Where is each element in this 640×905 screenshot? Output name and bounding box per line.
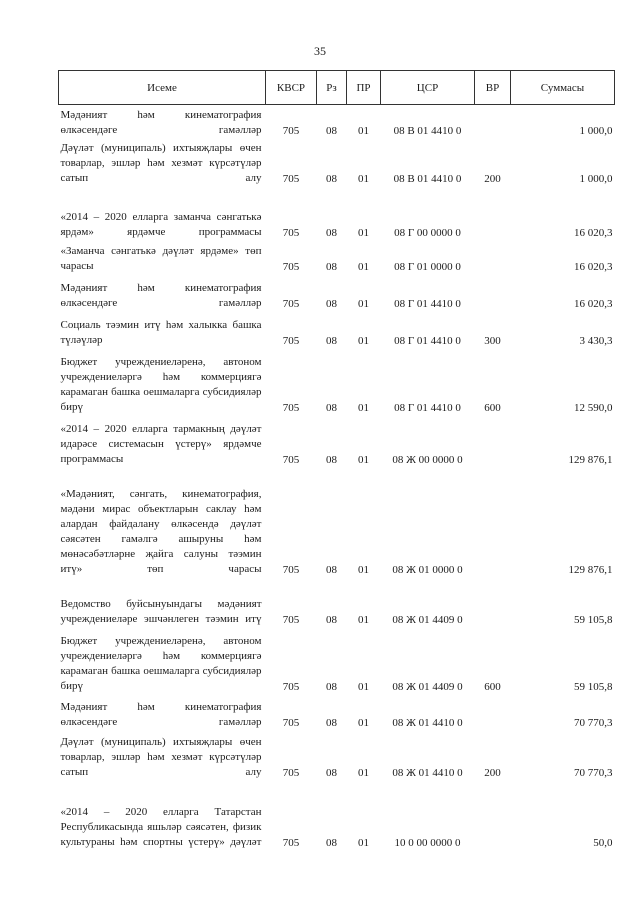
- row-sum: 16 020,3: [574, 226, 613, 239]
- row-pr: 01: [358, 260, 369, 273]
- row-vr: 600: [484, 401, 501, 414]
- table-row: [59, 467, 615, 577]
- row-vr: 300: [484, 334, 501, 347]
- row-csr: 08 В 01 4410 0: [393, 172, 462, 185]
- row-kvsr: 705: [282, 172, 300, 185]
- row-csr: 08 Ж 01 0000 0: [392, 563, 463, 576]
- row-sum: 70 770,3: [574, 716, 613, 729]
- row-name: Мәдәният һәм кинематография өлкәсендәге гамәлләр: [60, 281, 262, 309]
- row-name: Мәдәният һәм кинематография өлкәсендәге гамәлләр: [60, 108, 262, 136]
- row-vr: [475, 780, 511, 850]
- row-csr: 08 Г 01 4410 0: [394, 401, 461, 414]
- row-rz: 08: [326, 453, 337, 466]
- table-row: [59, 627, 615, 694]
- row-sum: 59 105,8: [574, 613, 613, 626]
- row-rz: 08: [326, 680, 337, 693]
- row-pr: 01: [358, 172, 369, 185]
- row-vr: 600: [484, 680, 501, 693]
- table-row: [59, 105, 615, 138]
- row-vr: [475, 186, 511, 240]
- row-vr: 200: [484, 766, 501, 779]
- row-name: «Мәдәният, сәнгать, кинематография, мәдәни мирас объектларын саклау һәм алардан файдалану өлкәсендә дәүләт сәясәтен гамәлгә ашыруны һәм мөнәсәбәтләрне җайга салуны тәэмин итү» төп чарасы: [60, 487, 262, 575]
- row-sum: 1 000,0: [579, 124, 613, 137]
- row-vr: [475, 577, 511, 627]
- table-row: [59, 577, 615, 627]
- row-name: «2014 – 2020 елларга тармакның дәүләт идарәсе системасын үстерү» ярдәмче программасы: [60, 422, 262, 465]
- row-name: Ведомство буйсынуындагы мәдәният учреждениеләре эшчәнлеген тәэмин итү: [60, 597, 262, 625]
- row-vr: [475, 467, 511, 577]
- row-sum: 129 876,1: [568, 453, 613, 466]
- row-name: Дәүләт (муниципаль) ихтыяҗлары өчен товарлар, эшләр һәм хезмәт күрсәтүләр сатып алу: [60, 141, 262, 184]
- row-csr: 08 Ж 00 0000 0: [392, 453, 463, 466]
- row-rz: 08: [326, 172, 337, 185]
- row-kvsr: 705: [282, 613, 300, 626]
- row-sum: 12 590,0: [574, 401, 613, 414]
- row-pr: 01: [358, 226, 369, 239]
- row-rz: 08: [326, 297, 337, 310]
- row-kvsr: 705: [282, 563, 300, 576]
- row-vr: 200: [484, 172, 501, 185]
- row-pr: 01: [358, 680, 369, 693]
- row-sum: 1 000,0: [579, 172, 613, 185]
- row-vr: [475, 105, 511, 138]
- row-sum: 3 430,3: [579, 334, 613, 347]
- row-pr: 01: [358, 401, 369, 414]
- row-name: Социаль тәэмин итү һәм халыкка башка түләүләр: [60, 318, 262, 346]
- header-sum: Суммасы: [511, 71, 615, 105]
- row-sum: 50,0: [593, 836, 613, 849]
- row-kvsr: 705: [282, 226, 300, 239]
- header-pr: ПР: [347, 71, 381, 105]
- row-kvsr: 705: [282, 124, 300, 137]
- row-kvsr: 705: [282, 297, 300, 310]
- table-row: [59, 274, 615, 311]
- row-vr: [475, 694, 511, 730]
- row-pr: 01: [358, 297, 369, 310]
- row-pr: 01: [358, 766, 369, 779]
- row-rz: 08: [326, 260, 337, 273]
- table-row: [59, 240, 615, 274]
- table-row: [59, 780, 615, 850]
- row-csr: 08 Г 00 0000 0: [394, 226, 461, 239]
- row-csr: 08 Ж 01 4410 0: [392, 716, 463, 729]
- row-kvsr: 705: [282, 260, 300, 273]
- row-rz: 08: [326, 613, 337, 626]
- row-kvsr: 705: [282, 680, 300, 693]
- row-kvsr: 705: [282, 716, 300, 729]
- header-kvsr: КВСР: [266, 71, 317, 105]
- row-sum: 16 020,3: [574, 260, 613, 273]
- row-csr: 08 Г 01 4410 0: [394, 297, 461, 310]
- row-pr: 01: [358, 836, 369, 849]
- table-row: [59, 730, 615, 780]
- header-csr: ЦСР: [381, 71, 475, 105]
- row-kvsr: 705: [282, 401, 300, 414]
- table-row: [59, 138, 615, 186]
- row-name: Мәдәният һәм кинематография өлкәсендәге гамәлләр: [60, 700, 262, 728]
- row-sum: 129 876,1: [568, 563, 613, 576]
- row-csr: 08 В 01 4410 0: [393, 124, 462, 137]
- row-pr: 01: [358, 613, 369, 626]
- row-vr: [475, 415, 511, 467]
- table-header-row: [59, 71, 615, 105]
- budget-table: [58, 70, 615, 850]
- row-csr: 08 Ж 01 4410 0: [392, 766, 463, 779]
- row-vr: [475, 240, 511, 274]
- row-name: «2014 – 2020 елларга заманча сәнгатькә ярдәм» ярдәмче программасы: [60, 210, 262, 238]
- table-row: [59, 694, 615, 730]
- row-csr: 08 Г 01 0000 0: [394, 260, 461, 273]
- row-csr: 10 0 00 0000 0: [394, 836, 461, 849]
- row-pr: 01: [358, 563, 369, 576]
- row-rz: 08: [326, 124, 337, 137]
- row-kvsr: 705: [282, 453, 300, 466]
- row-rz: 08: [326, 766, 337, 779]
- row-rz: 08: [326, 401, 337, 414]
- row-name: «2014 – 2020 елларга Татарстан Республикасында яшьләр сәясәтен, физик культураны һәм спортны үстерү» дәүләт: [60, 805, 262, 848]
- row-name: Бюджет учреждениеләренә, автоном учреждениеләргә һәм коммерциягә карамаган башка оешмаларга субсидияләр бирү: [60, 355, 262, 413]
- row-name: Дәүләт (муниципаль) ихтыяҗлары өчен товарлар, эшләр һәм хезмәт күрсәтүләр сатып алу: [60, 735, 262, 778]
- row-rz: 08: [326, 716, 337, 729]
- row-pr: 01: [358, 716, 369, 729]
- row-csr: 08 Ж 01 4409 0: [392, 680, 463, 693]
- table-row: [59, 311, 615, 348]
- row-rz: 08: [326, 563, 337, 576]
- row-kvsr: 705: [282, 766, 300, 779]
- row-rz: 08: [326, 836, 337, 849]
- row-csr: 08 Ж 01 4409 0: [392, 613, 463, 626]
- row-name: «Заманча сәнгатькә дәүләт ярдәме» төп чарасы: [60, 244, 262, 272]
- header-name: Исеме: [59, 71, 266, 105]
- table-row: [59, 415, 615, 467]
- header-vr: ВР: [475, 71, 511, 105]
- row-kvsr: 705: [282, 334, 300, 347]
- header-rz: Рз: [317, 71, 347, 105]
- table-row: [59, 186, 615, 240]
- row-rz: 08: [326, 334, 337, 347]
- row-pr: 01: [358, 334, 369, 347]
- table-row: [59, 348, 615, 415]
- row-csr: 08 Г 01 4410 0: [394, 334, 461, 347]
- row-name: Бюджет учреждениеләренә, автоном учреждениеләргә һәм коммерциягә карамаган башка оешмаларга субсидияләр бирү: [60, 634, 262, 692]
- row-pr: 01: [358, 124, 369, 137]
- row-rz: 08: [326, 226, 337, 239]
- row-pr: 01: [358, 453, 369, 466]
- row-kvsr: 705: [282, 836, 300, 849]
- row-vr: [475, 274, 511, 311]
- row-sum: 59 105,8: [574, 680, 613, 693]
- page-number: 35: [314, 44, 326, 58]
- row-sum: 16 020,3: [574, 297, 613, 310]
- row-sum: 70 770,3: [574, 766, 613, 779]
